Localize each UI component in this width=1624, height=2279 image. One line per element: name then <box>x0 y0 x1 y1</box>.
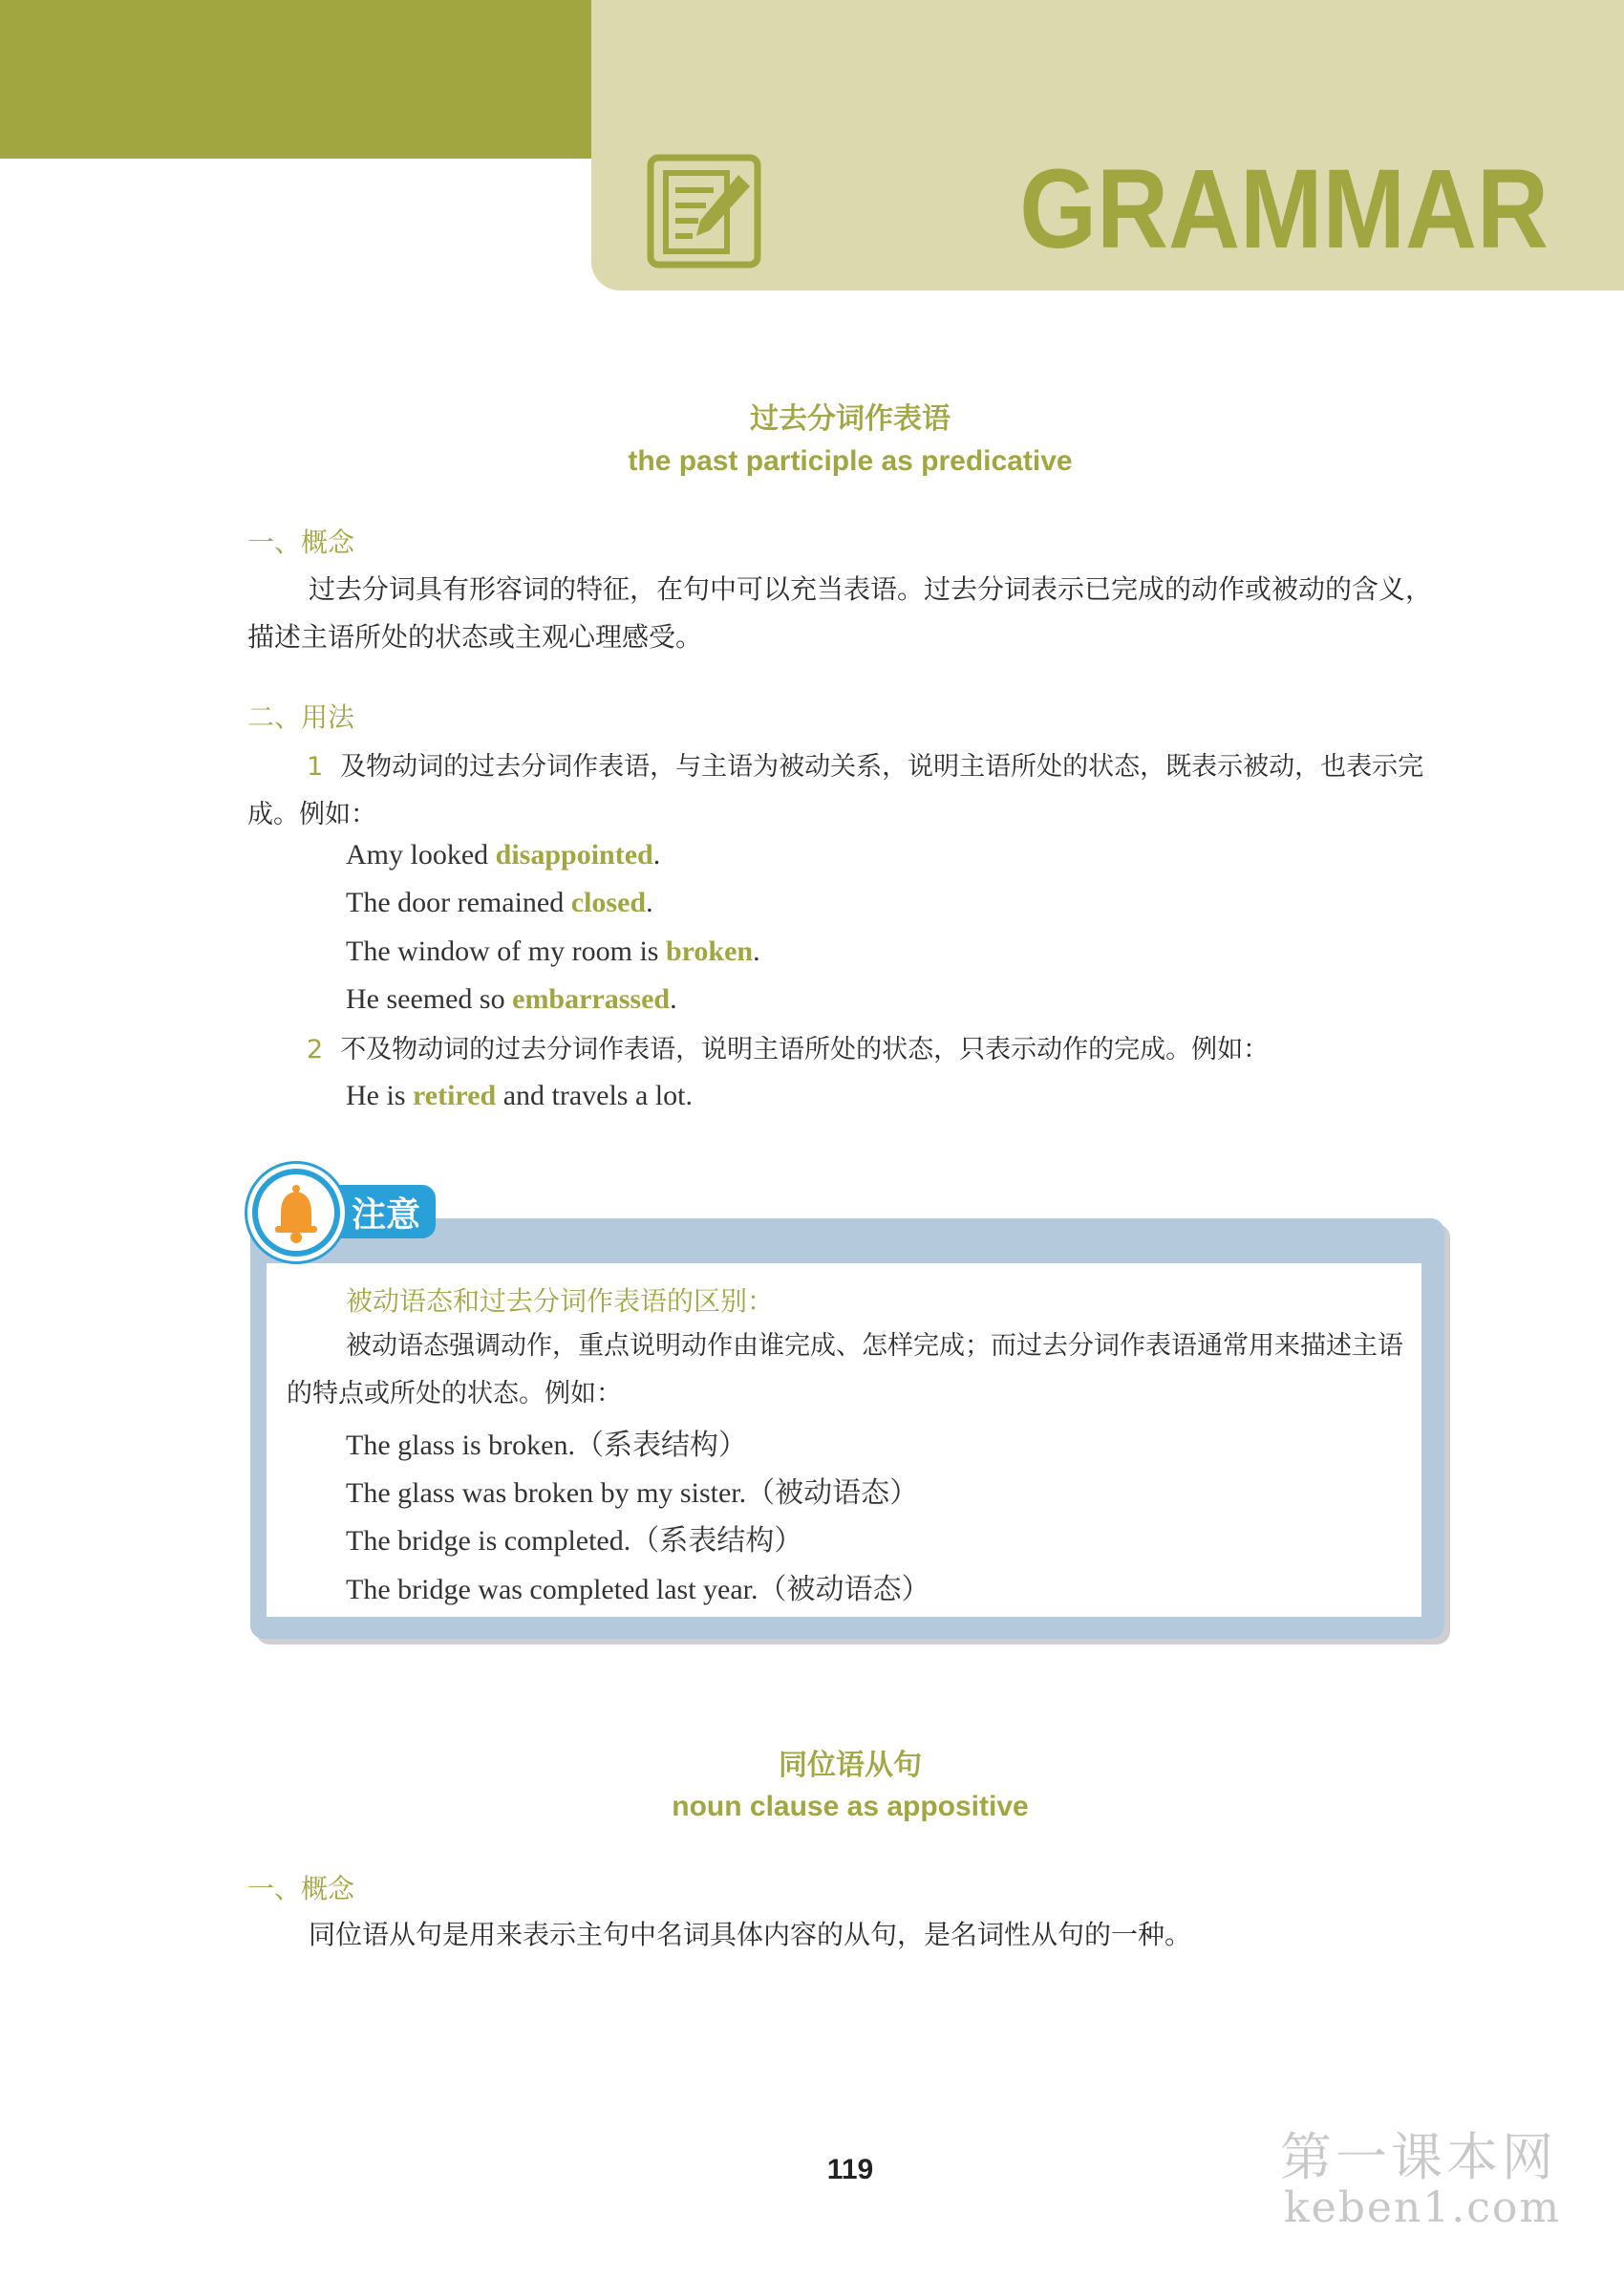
note-example: The glass was broken by my sister.（被动语态） <box>346 1477 919 1509</box>
note-paragraph: 被动语态强调动作，重点说明动作由谁完成、怎样完成；而过去分词作表语通常用来描述主语的特点或所处的状态。例如： <box>287 1331 1403 1408</box>
item-text: 及物动词的过去分词作表语，与主语为被动关系，说明主语所处的状态，既表示被动，也表示完成。例如： <box>247 752 1424 829</box>
example-sentence: The window of my room is broken. <box>346 935 760 967</box>
item-number: 2 <box>307 1035 324 1064</box>
note-example: The glass is broken.（系表结构） <box>346 1430 747 1461</box>
example-sentence: The door remained closed. <box>346 887 653 918</box>
highlighted-word: embarrassed <box>512 983 671 1015</box>
usage-item-1 <box>247 743 1451 839</box>
item-text: 不及物动词的过去分词作表语，说明主语所处的状态，只表示动作的完成。例如： <box>340 1035 1270 1064</box>
edit-document-icon <box>647 154 761 269</box>
concept-paragraph: 过去分词具有形容词的特征，在句中可以充当表语。过去分词表示已完成的动作或被动的含义，描述主语所处的状态或主观心理感受。 <box>247 573 1433 653</box>
section-title-en: the past participle as predicative <box>628 445 1073 477</box>
page-number: 119 <box>826 2154 874 2185</box>
note-heading: 被动语态和过去分词作表语的区别： <box>346 1285 775 1317</box>
note-example: The bridge was completed last year.（被动语态） <box>346 1574 930 1605</box>
usage-heading: 二、用法 <box>247 701 355 733</box>
usage-item-2 <box>247 1026 1451 1074</box>
highlighted-word: retired <box>413 1080 497 1111</box>
concept-heading: 一、概念 <box>247 1873 355 1904</box>
watermark: keben1.com <box>1284 2183 1562 2232</box>
page-header-title: GRAMMAR <box>1019 146 1549 272</box>
highlighted-word: disappointed <box>495 839 653 871</box>
example-sentence: Amy looked disappointed. <box>346 839 661 871</box>
example-sentence: He seemed so embarrassed. <box>346 983 677 1015</box>
concept-heading: 一、概念 <box>247 527 355 558</box>
highlighted-word: closed <box>570 887 647 918</box>
bell-icon <box>247 1164 345 1261</box>
header-bar-left <box>0 0 591 159</box>
note-label: 注意 <box>352 1195 421 1235</box>
note-example: The bridge is completed.（系表结构） <box>346 1525 803 1557</box>
section-title-en: noun clause as appositive <box>672 1791 1029 1822</box>
item-number: 1 <box>307 752 324 782</box>
section-title-cn: 同位语从句 <box>779 1749 922 1782</box>
section-title-cn: 过去分词作表语 <box>750 402 951 436</box>
highlighted-word: broken <box>665 935 754 967</box>
watermark: 第一课本网 <box>1280 2127 1557 2187</box>
concept-paragraph: 同位语从句是用来表示主句中名词具体内容的从句，是名词性从句的一种。 <box>309 1919 1192 1950</box>
example-sentence: He is retired and travels a lot. <box>346 1080 693 1111</box>
